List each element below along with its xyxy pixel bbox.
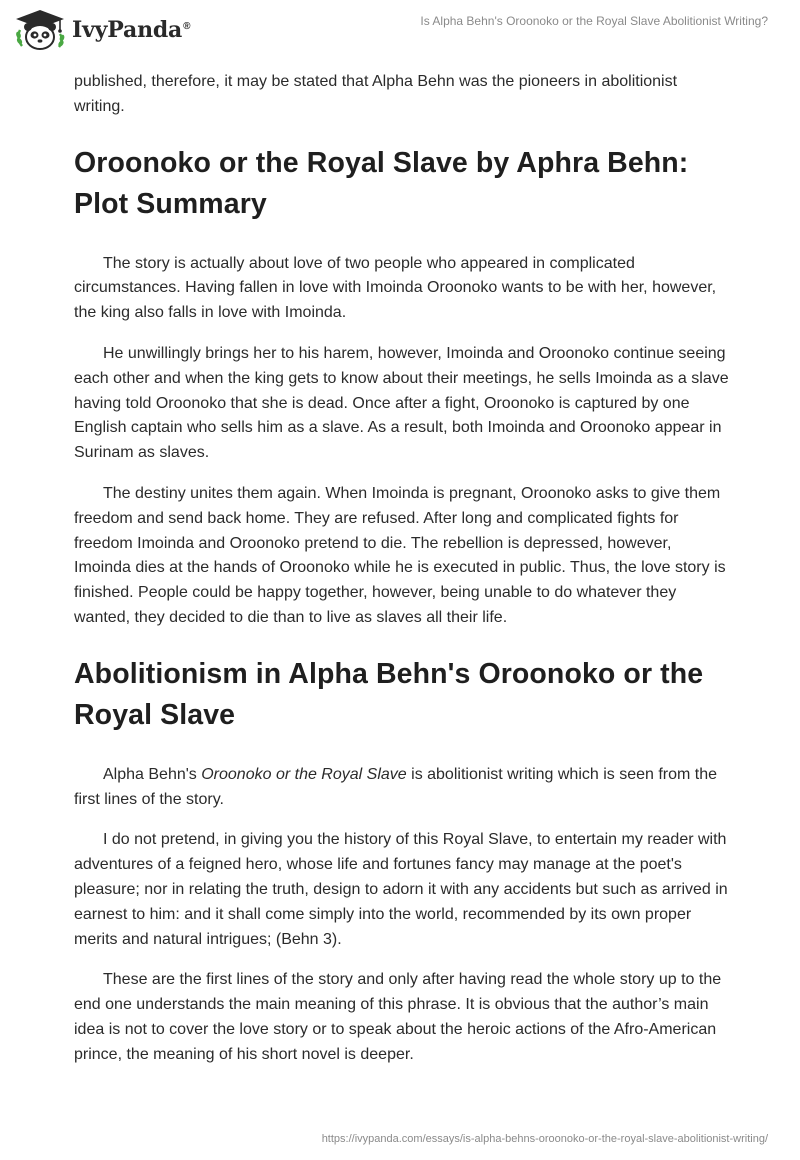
article-body [74, 70, 730, 1068]
ivypanda-logo[interactable] [14, 8, 190, 52]
panda-graduate-icon [14, 8, 66, 52]
header-page-title: Is Alpha Behn's Oroonoko or the Royal Slave Abolitionist Writing? [420, 14, 768, 28]
book-title: Oroonoko or the Royal Slave [201, 765, 407, 783]
page-header [0, 0, 800, 64]
intro-paragraph: published, therefore, it may be stated that Alpha Behn was the pioneers in abolitionist writing. [74, 73, 678, 115]
section-heading-abolitionism: Abolitionism in Alpha Behn's Oroonoko or the Royal Slave [74, 657, 704, 731]
body-paragraph [74, 763, 730, 813]
text-span: is abolitionist writing which is seen from the first lines of the story. [74, 765, 718, 808]
source-url[interactable]: https://ivypanda.com/essays/is-alpha-behns-oroonoko-or-the-royal-slave-abolitionist-writing/ [321, 1133, 768, 1145]
body-paragraph: He unwillingly brings her to his harem, however, Imoinda and Oroonoko continue seeing each other and when the king gets to know about their meetings, he sells Imoinda as a slave having told Oroonoko that she is dead. Once after a fight, Oroonoko is captured by one English captain who sells him as a slave. As a result, both Imoinda and Oroonoko appear in Surinam as slaves. [74, 344, 729, 462]
quote-paragraph: I do not pretend, in giving you the history of this Royal Slave, to entertain my reader with adventures of a feigned hero, whose life and fortunes fancy may manage at the poet's pleasure; nor in relating the truth, design to adorn it with any accidents but such as arrived in earnest to him: and it shall come simply into the world, recommended by its own proper merits and natural intrigues; (Behn 3). [74, 831, 728, 948]
text-span: Alpha Behn's [103, 765, 202, 783]
registered-mark: ® [183, 20, 191, 32]
section-heading-plot-summary: Oroonoko or the Royal Slave by Aphra Behn: Plot Summary [74, 146, 689, 220]
body-paragraph: The story is actually about love of two people who appeared in complicated circumstances. Having fallen in love with Imoinda Oroonoko wants to be with her, however, the king also falls in love with Imoinda. [74, 254, 717, 322]
body-paragraph: The destiny unites them again. When Imoinda is pregnant, Oroonoko asks to give them freedom and send back home. They are refused. After long and complicated fights for freedom Imoinda and Oroonoko pretend to die. The rebellion is depressed, however, Imoinda dies at the hands of Oroonoko while he is executed in public. Thus, the love story is finished. People could be happy together, however, being unable to do whatever they wanted, they decided to die than to live as slaves all their life. [74, 484, 726, 626]
logo-wordmark: IvyPanda® [72, 17, 191, 43]
body-paragraph: These are the first lines of the story and only after having read the whole story up to the end one understands the main meaning of this phrase. It is obvious that the author’s main idea is not to cover the love story or to speak about the heroic actions of the Afro-American prince, the meaning of his short novel is deeper. [74, 971, 722, 1063]
